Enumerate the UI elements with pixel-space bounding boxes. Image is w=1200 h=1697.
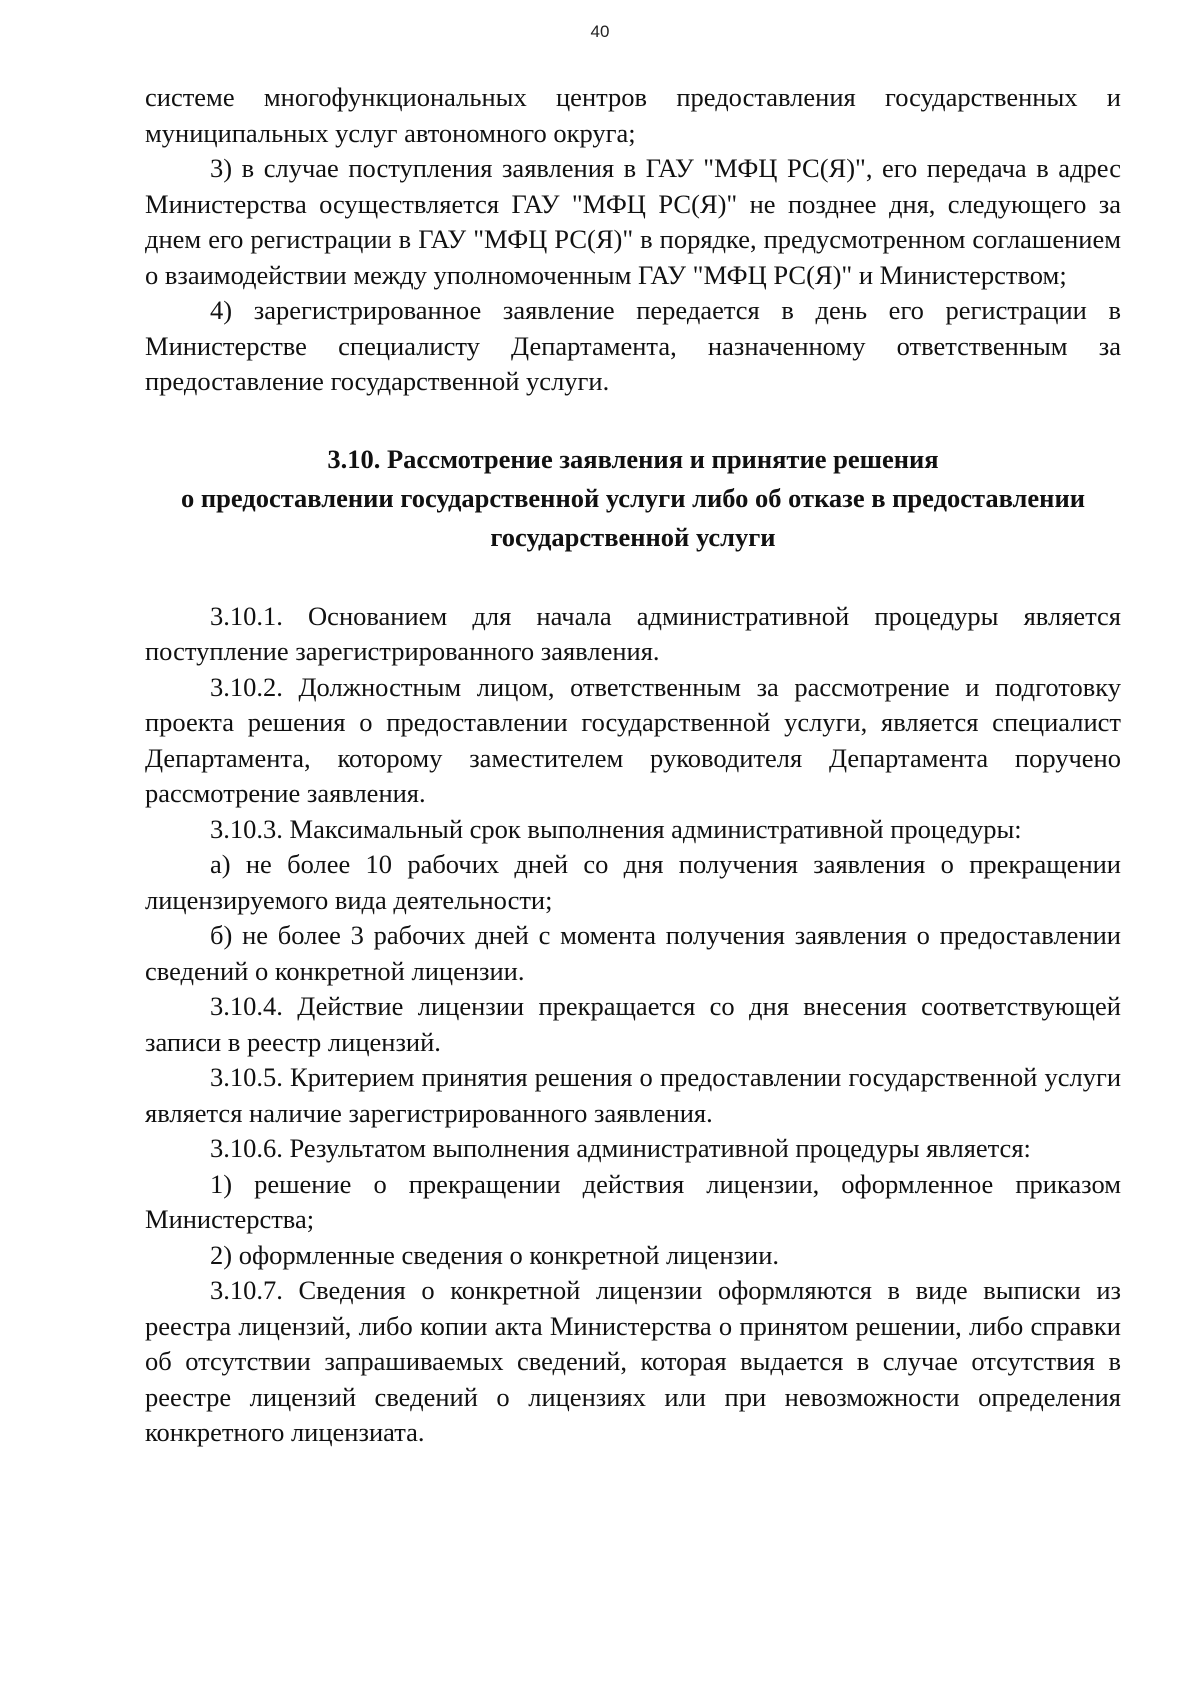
page-number: 40 xyxy=(590,22,610,41)
paragraph: 2) оформленные сведения о конкретной лицензии. xyxy=(210,1239,780,1270)
paragraph: 3.10.3. Максимальный срок выполнения административной процедуры: xyxy=(210,813,1022,844)
paragraph: системе многофункциональных центров предоставления государственных и муниципальных услуг автономного округа; xyxy=(145,82,1121,148)
paragraphs-after-heading xyxy=(145,599,1121,1451)
paragraph: 4) зарегистрированное заявление передается в день его регистрации в Министерстве специалисту Департамента, назначенному ответственным за предоставление государственной услуги. xyxy=(145,295,1121,396)
paragraph: 3.10.2. Должностным лицом, ответственным за рассмотрение и подготовку проекта решения о предоставлении государственной услуги, является специалист Департамента, которому заместителем руководителя Департамента поручено рассмотрение заявления. xyxy=(145,671,1121,808)
paragraph: 3.10.4. Действие лицензии прекращается со дня внесения соответствующей записи в реестр лицензий. xyxy=(145,991,1121,1057)
section-heading-line: о предоставлении государственной услуги либо об отказе в предоставлении xyxy=(181,482,1085,513)
paragraph: 3.10.5. Критерием принятия решения о предоставлении государственной услуги является наличие зарегистрированного заявления. xyxy=(145,1062,1121,1128)
paragraph: 3.10.1. Основанием для начала административной процедуры является поступление зарегистрированного заявления. xyxy=(145,600,1121,666)
document-body xyxy=(145,80,1121,1451)
paragraph: 3) в случае поступления заявления в ГАУ "МФЦ РС(Я)", его передача в адрес Министерства осуществляется ГАУ "МФЦ РС(Я)" не позднее дня, следующего за днем его регистрации в ГАУ "МФЦ РС(Я)" в порядке, предусмотренном соглашением о взаимодействии между уполномоченным ГАУ "МФЦ РС(Я)" и Министерством; xyxy=(145,153,1121,290)
section-heading-line: государственной услуги xyxy=(490,521,776,552)
paragraph: б) не более 3 рабочих дней с момента получения заявления о предоставлении сведений о конкретной лицензии. xyxy=(145,920,1121,986)
paragraph: 1) решение о прекращении действия лицензии, оформленное приказом Министерства; xyxy=(145,1168,1121,1234)
section-heading-line: 3.10. Рассмотрение заявления и принятие решения xyxy=(327,443,939,474)
section-heading xyxy=(145,440,1121,557)
paragraphs-before-heading xyxy=(145,80,1121,400)
paragraph: 3.10.7. Сведения о конкретной лицензии оформляются в виде выписки из реестра лицензий, либо копии акта Министерства о принятом решении, либо справки об отсутствии запрашиваемых сведений, которая выдается в случае отсутствия в реестре лицензий сведений о лицензиях или при невозможности определения конкретного лицензиата. xyxy=(145,1275,1121,1447)
paragraph: 3.10.6. Результатом выполнения административной процедуры является: xyxy=(210,1133,1031,1163)
paragraph: а) не более 10 рабочих дней со дня получения заявления о прекращении лицензируемого вида деятельности; xyxy=(145,849,1121,915)
